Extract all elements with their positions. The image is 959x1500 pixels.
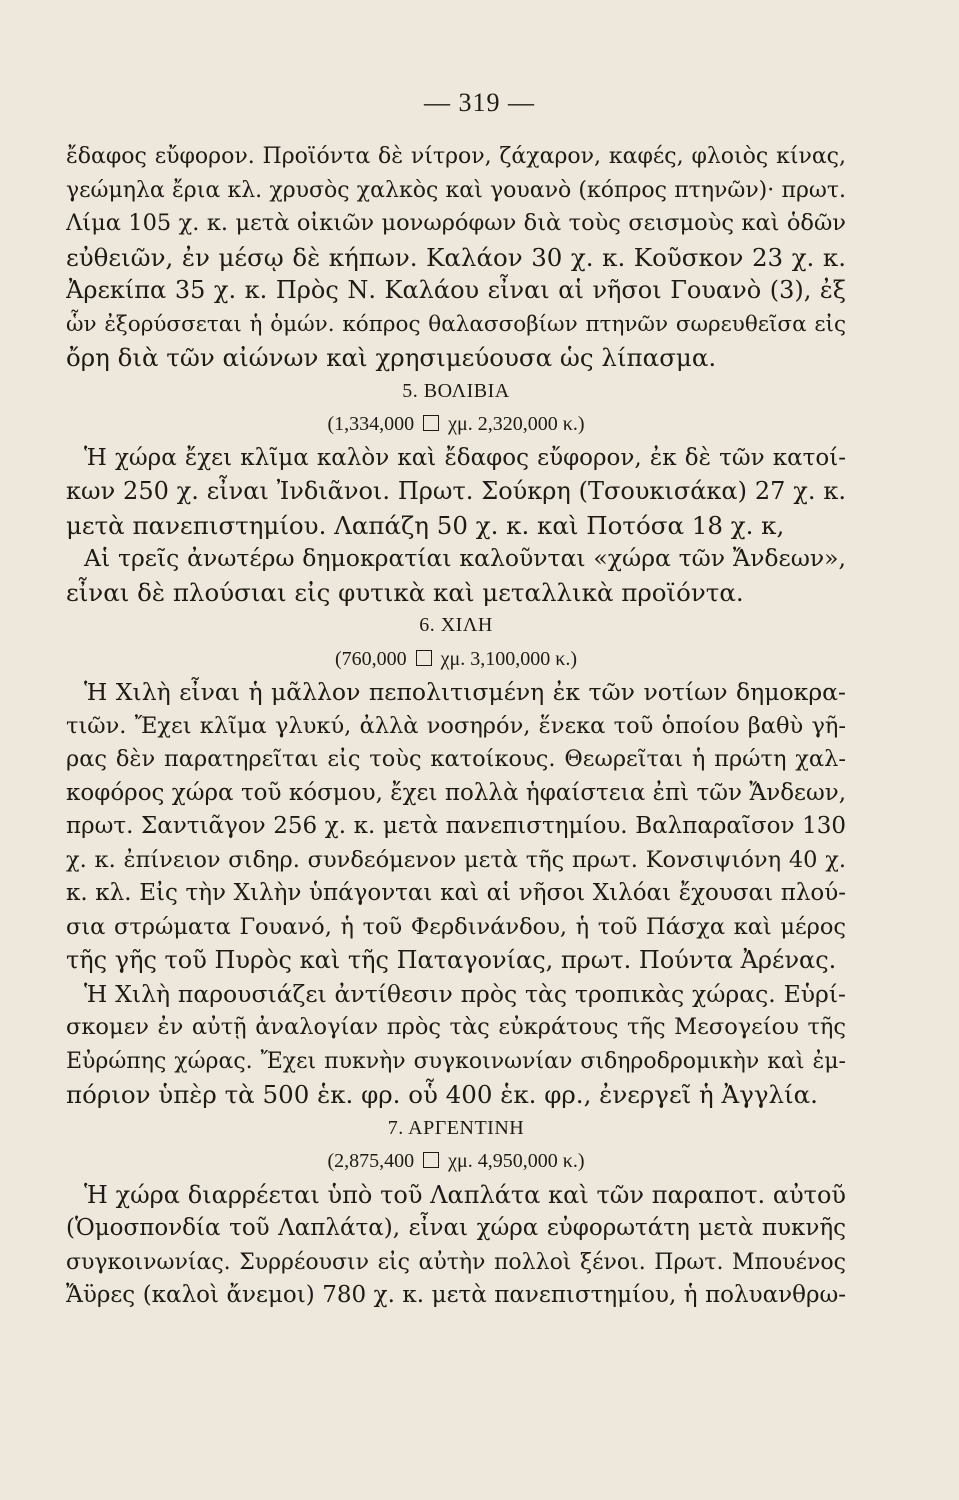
- section-stats-bolivia: [66, 408, 846, 442]
- text-line: (Ὁμοσπονδία τοῦ Λαπλάτα), εἶναι χώρα εὐφορωτάτη μετὰ πυκνῆς: [66, 1215, 846, 1241]
- text-line: εἶναι δὲ πλούσιαι εἰς φυτικὰ καὶ μεταλλικὰ προϊόντα.: [66, 577, 744, 607]
- paragraph-bolivia: [66, 442, 846, 543]
- text-line: χ. κ. ἐπίνειον σιδηρ. συνδεόμενον μετὰ τῆς πρωτ. Κονσιψιόνη 40 χ.: [66, 846, 846, 873]
- area-value: (2,875,400: [327, 1150, 415, 1172]
- text-line: συγκοινωνίας. Συρρέουσιν εἰς αὐτὴν πολλοὶ ξένοι. Πρωτ. Μπουένος: [66, 1249, 846, 1275]
- text-line: γεώμηλα ἔρια κλ. χρυσὸς χαλκὸς καὶ γουανὸ (κόπρος πτηνῶν)· πρωτ.: [66, 177, 846, 203]
- area-value: (760,000: [334, 647, 407, 670]
- population-value: χμ. 3,100,000 κ.): [440, 647, 577, 670]
- text-line: πόριον ὑπὲρ τὰ 500 ἑκ. φρ. οὗ 400 ἑκ. φρ., ἐνεργεῖ ἡ Ἀγγλία.: [66, 1080, 818, 1109]
- text-line: Ἡ Χιλὴ παρουσιάζει ἀντίθεσιν πρὸς τὰς τροπικὰς χώρας. Εὑρί-: [84, 979, 846, 1008]
- text-line: Λίμα 105 χ. κ. μετὰ οἰκιῶν μονωρόφων διὰ τοὺς σεισμοὺς καὶ ὁδῶν: [66, 210, 846, 236]
- page-body: [66, 140, 846, 1313]
- text-line: Ἡ χώρα διαρρέεται ὑπὸ τοῦ Λαπλάτα καὶ τῶν παραποτ. αὐτοῦ: [84, 1180, 846, 1209]
- text-line: κων 250 χ. εἶναι Ἰνδιᾶνοι. Πρωτ. Σούκρη (Τσουκισάκα) 27 χ. κ.: [66, 477, 846, 505]
- text-line: Ἡ Χιλὴ εἶναι ἡ μᾶλλον πεπολιτισμένη ἐκ τῶν νοτίων δημοκρα-: [84, 678, 846, 706]
- text-line: Ἀρεκίπα 35 χ. κ. Πρὸς Ν. Καλάου εἶναι αἱ νῆσοι Γουανὸ (3), ἐξ: [66, 276, 846, 304]
- text-line: Εὐρώπης χώρας. Ἔχει πυκνὴν συγκοινωνίαν σιδηροδρομικὴν καὶ ἐμ-: [66, 1048, 846, 1074]
- text-line: ὄρη διὰ τῶν αἰώνων καὶ χρησιμεύουσα ὡς λίπασμα.: [66, 343, 717, 372]
- text-line: τιῶν. Ἔχει κλῖμα γλυκύ, ἀλλὰ νοσηρόν, ἕνεκα τοῦ ὁποίου βαθὺ γῆ-: [66, 712, 846, 739]
- square-unit-icon: [423, 1152, 439, 1168]
- text-line: κ. κλ. Εἰς τὴν Χιλὴν ὑπάγονται καὶ αἱ νῆσοι Χιλόαι ἔχουσαι πλού-: [66, 880, 846, 906]
- page-number: — 319 —: [424, 88, 535, 117]
- section-heading-bolivia: 5. ΒΟΛΙΒΙΑ: [402, 379, 510, 402]
- population-value: χμ. 4,950,000 κ.): [448, 1150, 585, 1172]
- text-line: Αἱ τρεῖς ἀνωτέρω δημοκρατίαι καλοῦνται «χώρα τῶν Ἄνδεων»,: [84, 544, 846, 572]
- text-line: σκομεν ἐν αὐτῇ ἀναλογίαν πρὸς τὰς εὐκράτους τῆς Μεσογείου τῆς: [66, 1014, 846, 1040]
- paragraph-chile: [66, 676, 846, 978]
- text-line: τῆς γῆς τοῦ Πυρὸς καὶ τῆς Παταγονίας, πρωτ. Πούντα Ἀρένας.: [66, 946, 837, 974]
- section-heading-chile: 6. ΧΙΛΗ: [419, 614, 493, 636]
- area-value: (1,334,000: [327, 413, 415, 435]
- square-unit-icon: [416, 650, 432, 666]
- text-line: ρας δὲν παρατηρεῖται εἰς τοὺς κατοίκους. Θεωρεῖται ἡ πρώτη χαλ-: [66, 746, 846, 772]
- section-stats-chile: [66, 643, 846, 677]
- section-stats-argentina: [66, 1145, 846, 1179]
- section-heading-argentina: 7. ΑΡΓΕΝΤΙΝΗ: [387, 1116, 525, 1139]
- text-line: κοφόρος χώρα τοῦ κόσμου, ἔχει πολλὰ ἡφαίστεια ἐπὶ τῶν Ἄνδεων,: [66, 779, 846, 806]
- population-value: χμ. 2,320,000 κ.): [448, 413, 585, 435]
- text-line: σια στρώματα Γουανό, ἡ τοῦ Φερδινάνδου, ἡ τοῦ Πάσχα καὶ μέρος: [66, 913, 846, 940]
- text-line: εὐθειῶν, ἐν μέσῳ δὲ κήπων. Καλάον 30 χ. κ. Κοῦσκον 23 χ. κ.: [66, 242, 846, 272]
- text-line: ὧν ἐξορύσσεται ἡ ὁμών. κόπρος θαλασσοβίων πτηνῶν σωρευθεῖσα εἰς: [66, 311, 846, 337]
- text-line: Ἡ χώρα ἔχει κλῖμα καλὸν καὶ ἔδαφος εὔφορον, ἐκ δὲ τῶν κατοί-: [84, 444, 846, 471]
- square-unit-icon: [423, 415, 439, 431]
- text-line: ἔδαφος εὔφορον. Προϊόντα δὲ νίτρον, ζάχαρον, καφές, φλοιὸς κίνας,: [66, 144, 846, 169]
- text-line: πρωτ. Σαντιᾶγον 256 χ. κ. μετὰ πανεπιστημίου. Βαλπαραῖσον 130: [66, 813, 846, 839]
- text-line: μετὰ πανεπιστημίου. Λαπάζη 50 χ. κ. καὶ Ποτόσα 18 χ. κ,: [66, 510, 785, 540]
- paragraph-peru-continued: [66, 140, 846, 375]
- text-line: Ἄϋρες (καλοὶ ἄνεμοι) 780 χ. κ. μετὰ πανεπιστημίου, ἡ πολυανθρω-: [66, 1282, 846, 1308]
- paragraph-argentina: [66, 1179, 846, 1313]
- paragraph-andes: [66, 542, 846, 609]
- paragraph-chile-contrast: [66, 978, 846, 1112]
